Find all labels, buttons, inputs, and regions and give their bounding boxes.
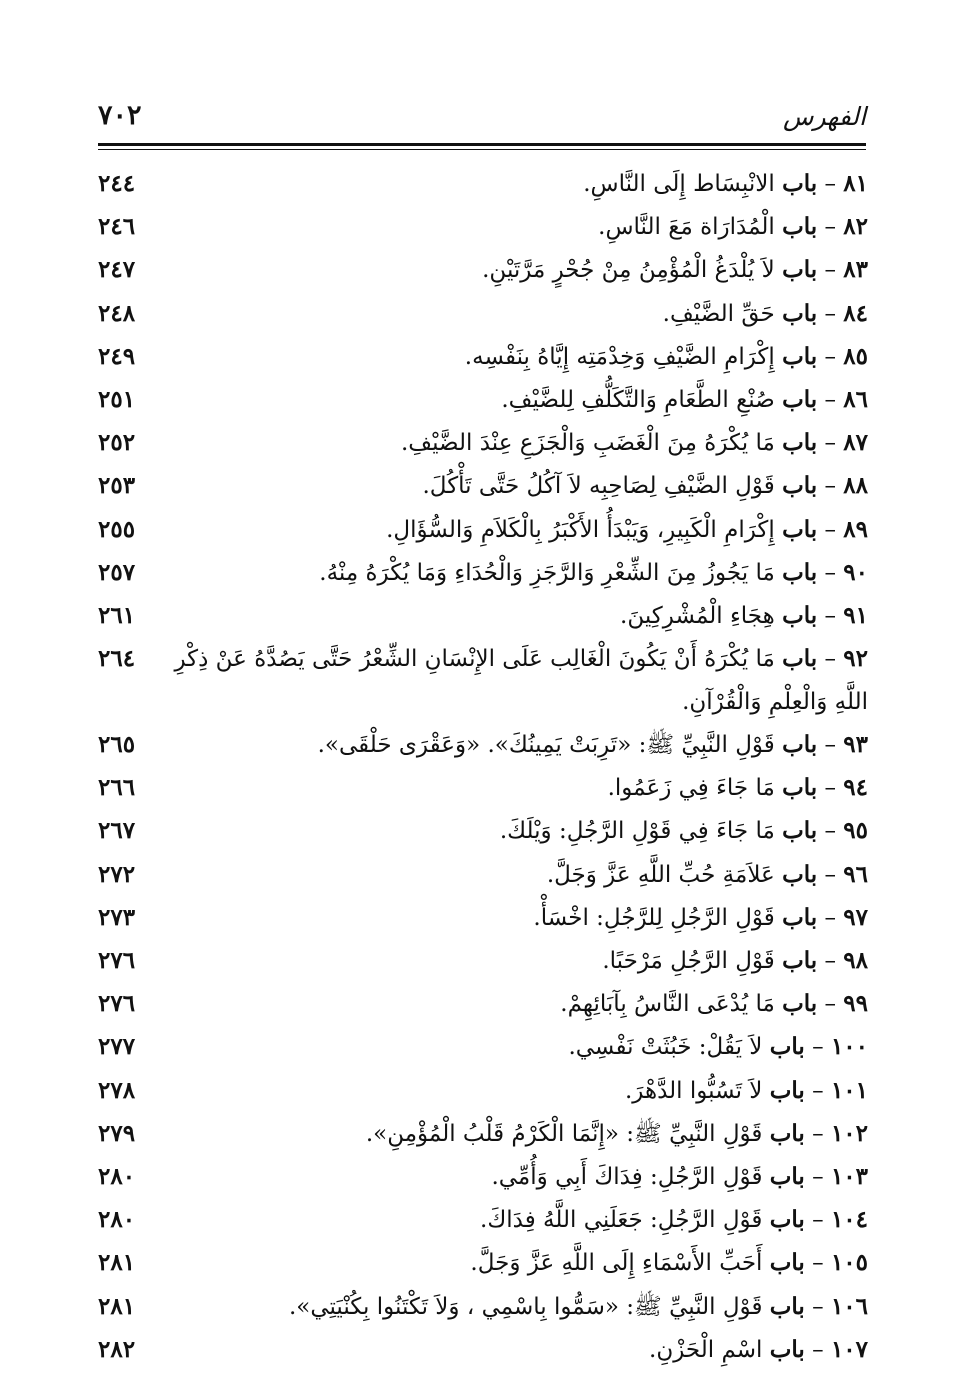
entry-title: قَوْلِ النَّبِيِّ ﷺ: «تَرِبَتْ يَمِينُكَ». «وَعَقْرَى حَلْقَى». — [317, 732, 775, 759]
entry-page-number: ٢٦١ — [98, 601, 136, 629]
entry-page-number: ٢٧٩ — [98, 1119, 136, 1147]
entry-dash: – — [817, 257, 844, 284]
index-entry — [98, 329, 868, 372]
entry-number: ١٠٥ — [830, 1249, 868, 1277]
entry-bab-label: باب — [782, 342, 818, 370]
entry-number: ٨١ — [843, 170, 868, 197]
entry-title: قَوْلِ النَّبِيِّ ﷺ: «سَمُّوا بِاسْمِي ، وَلاَ تَكْتَنُوا بِكُنْيَتِي». — [288, 1293, 763, 1320]
entry-dash: – — [817, 559, 844, 586]
entry-bab-label: باب — [769, 1162, 805, 1190]
entry-dash: – — [804, 1336, 831, 1363]
entry-title: مَا يُكْرَهُ أَنْ يَكُونَ الْغَالِب عَلَى الإِنْسَانِ الشِّعْرُ حَتَّى يَصُدَّهُ عَنْ ذِكْرِ اللَّهِ وَالْعِلْمِ وَالْقُرْآنِ. — [174, 646, 868, 716]
entry-number: ٨٧ — [843, 429, 868, 457]
entry-page-number: ٢٤٩ — [98, 342, 136, 370]
entry-bab-label: باب — [769, 1119, 805, 1147]
entry-title: لاَ تَسُبُّوا الدَّهْرَ. — [624, 1077, 763, 1104]
entry-dash: – — [817, 430, 844, 457]
entry-number: ٨٢ — [843, 213, 868, 241]
index-entry — [98, 976, 868, 1019]
entry-bab-label: باب — [782, 645, 818, 673]
entry-page-number: ٢٥٧ — [98, 558, 136, 586]
entry-title: اسْمِ الْحَزْنِ. — [649, 1336, 763, 1363]
entry-page-number: ٢٨٠ — [98, 1162, 136, 1190]
entry-page-number: ٢٥٣ — [98, 472, 136, 500]
entry-dash: – — [817, 991, 844, 1018]
entry-dash: – — [804, 1077, 831, 1104]
entry-number: ٩٧ — [843, 903, 868, 931]
entry-bab-label: باب — [782, 515, 818, 543]
entry-dash: – — [804, 1120, 831, 1147]
entry-title: إِكْرَامِ الضَّيْفِ وَخِدْمَتِه إِيَّاهُ بِنَفْسِه. — [464, 343, 775, 370]
index-entry — [98, 1322, 868, 1365]
index-entry — [98, 717, 868, 760]
index-entry — [98, 631, 868, 717]
entry-text — [163, 637, 868, 724]
index-entry — [98, 199, 868, 242]
entry-title: الانْبِسَاط إِلَى النَّاسِ. — [583, 171, 775, 197]
entry-page-number: ٢٥٢ — [98, 429, 136, 457]
entry-bab-label: باب — [782, 860, 818, 888]
entry-dash: – — [817, 214, 844, 241]
entry-bab-label: باب — [769, 1206, 805, 1234]
entry-title: قَوْلِ الرَّجُلِ: جَعَلَنِي اللَّهُ فِدَاكَ. — [480, 1207, 763, 1234]
entry-number: ٨٤ — [843, 299, 868, 327]
entry-number: ١٠٠ — [830, 1033, 868, 1061]
entry-number: ٩٤ — [843, 774, 868, 802]
entry-title: مَا يُكْرَهُ مِنَ الْغَضَبِ وَالْجَزَعِ عِنْدَ الضَّيْفِ. — [400, 430, 775, 457]
entry-page-number: ٢٧٦ — [98, 990, 136, 1018]
entry-number: ٩١ — [843, 601, 868, 629]
entry-title: قَوْلِ الرَّجُلِ مَرْحَبًا. — [602, 948, 775, 974]
index-entry — [98, 372, 868, 415]
entry-bab-label: باب — [782, 947, 818, 974]
index-entry — [98, 847, 868, 890]
entry-page-number: ٢٧٦ — [98, 947, 136, 974]
entry-number: ٩٥ — [843, 817, 868, 845]
entry-bab-label: باب — [782, 990, 818, 1018]
index-entry — [98, 242, 868, 285]
entry-number: ١٠١ — [830, 1076, 868, 1104]
entry-page-number: ٢٨١ — [98, 1292, 136, 1320]
entry-dash: – — [804, 1034, 831, 1061]
entry-dash: – — [804, 1293, 831, 1320]
index-entry — [98, 1192, 868, 1235]
entry-dash: – — [817, 602, 844, 629]
entry-page-number: ٢٦٦ — [98, 774, 136, 802]
entry-dash: – — [817, 646, 844, 673]
entry-title: مَا يُدْعَى النَّاسُ بِآبَائِهِمْ. — [560, 991, 775, 1018]
entry-page-number: ٢٤٨ — [98, 299, 136, 327]
entry-page-number: ٢٦٤ — [98, 645, 136, 673]
entry-number: ٨٣ — [843, 256, 868, 284]
entry-title: هِجَاءِ الْمُشْرِكِينَ. — [620, 602, 775, 629]
entry-number: ٨٨ — [843, 472, 868, 500]
entry-bab-label: باب — [782, 903, 818, 931]
entry-title: صُنْعِ الطَّعَامِ وَالتَّكَلُّفِ لِلضَّيْفِ. — [501, 386, 775, 413]
index-entry — [98, 1063, 868, 1106]
entry-title: حَقِّ الضَّيْفِ. — [662, 300, 775, 327]
entry-title: مَا جَاءَ فِي زَعَمُوا. — [607, 775, 775, 802]
index-entry — [98, 502, 868, 545]
entry-page-number: ٢٦٥ — [98, 731, 136, 759]
index-entry — [98, 588, 868, 631]
entry-bab-label: باب — [782, 385, 818, 413]
entry-title: قَوْلِ الرَّجُلِ لِلرَّجُلِ: اخْسَأْ. — [533, 904, 775, 931]
entry-dash: – — [804, 1163, 831, 1190]
index-entry — [98, 545, 868, 588]
index-entry — [98, 1279, 868, 1322]
entry-title: عَلاَمَةِ حُبِّ اللَّهِ عَزَّ وَجَلَّ. — [546, 861, 775, 888]
entry-text — [163, 1328, 868, 1372]
entry-page-number: ٢٤٤ — [98, 170, 136, 197]
entry-number: ٩٩ — [843, 990, 868, 1018]
index-entry — [98, 890, 868, 933]
entry-page-number: ٢٧٨ — [98, 1076, 136, 1104]
entry-page-number: ٢٧٧ — [98, 1033, 136, 1061]
entry-dash: – — [817, 473, 844, 500]
entry-bab-label: باب — [782, 256, 818, 284]
entry-number: ٩٢ — [843, 645, 868, 673]
entry-dash: – — [817, 343, 844, 370]
entry-dash: – — [817, 904, 844, 931]
entry-page-number: ٢٨١ — [98, 1249, 136, 1277]
header-rule-thin — [98, 149, 866, 150]
entry-title: مَا جَاءَ فِي قَوْلِ الرَّجُلِ: وَيْلَكَ. — [499, 818, 775, 845]
index-entry — [98, 1235, 868, 1278]
entry-dash: – — [817, 861, 844, 888]
entry-number: ١٠٤ — [830, 1206, 868, 1234]
index-list — [98, 156, 868, 1365]
entry-bab-label: باب — [782, 558, 818, 586]
entry-dash: – — [817, 775, 844, 802]
entry-page-number: ٢٧٢ — [98, 860, 136, 888]
index-entry — [98, 803, 868, 846]
entry-number: ٩٠ — [843, 558, 868, 586]
entry-page-number: ٢٦٧ — [98, 817, 136, 845]
entry-page-number: ٢٤٧ — [98, 256, 136, 284]
entry-dash: – — [817, 171, 844, 197]
entry-title: قَوْلِ الضَّيْفِ لِصَاحِبِه لاَ آكُلُ حَتَّى تَأْكُلَ. — [422, 473, 775, 500]
entry-dash: – — [817, 948, 844, 974]
entry-dash: – — [817, 732, 844, 759]
entry-number: ٩٦ — [843, 860, 868, 888]
page-number: ٧٠٢ — [98, 100, 142, 131]
index-entry — [98, 1106, 868, 1149]
entry-title: لاَ يُلْدَغُ الْمُؤْمِنُ مِنْ جُحْرٍ مَرَّتَيْنِ. — [482, 257, 775, 284]
entry-number: ٨٦ — [843, 385, 868, 413]
entry-page-number: ٢٥٥ — [98, 515, 136, 543]
index-entry — [98, 415, 868, 458]
entry-bab-label: باب — [782, 817, 818, 845]
entry-page-number: ٢٨٠ — [98, 1206, 136, 1234]
entry-bab-label: باب — [769, 1249, 805, 1277]
entry-bab-label: باب — [769, 1076, 805, 1104]
entry-dash: – — [804, 1207, 831, 1234]
entry-page-number: ٢٥١ — [98, 385, 136, 413]
entry-number: ١٠٣ — [830, 1162, 868, 1190]
entry-bab-label: باب — [782, 299, 818, 327]
running-title: الفهرس — [782, 102, 866, 131]
index-entry — [98, 933, 868, 976]
entry-bab-label: باب — [769, 1033, 805, 1061]
entry-number: ٩٨ — [843, 947, 868, 974]
entry-bab-label: باب — [782, 429, 818, 457]
index-entry — [98, 156, 868, 199]
entry-dash: – — [804, 1250, 831, 1277]
entry-number: ١٠٦ — [830, 1292, 868, 1320]
entry-bab-label: باب — [782, 472, 818, 500]
entry-title: إِكْرَامِ الْكَبِيرِ، وَيَبْدَأُ الأَكْبَرُ بِالْكَلاَمِ وَالسُّؤَالِ. — [386, 516, 775, 543]
entry-bab-label: باب — [782, 170, 818, 197]
entry-number: ٨٥ — [843, 342, 868, 370]
entry-bab-label: باب — [782, 731, 818, 759]
entry-bab-label: باب — [782, 601, 818, 629]
header-rule-thick — [98, 143, 866, 146]
entry-number: ٩٣ — [843, 731, 868, 759]
index-entry — [98, 286, 868, 329]
entry-number: ١٠٧ — [830, 1335, 868, 1363]
entry-title: أَحَبِّ الأَسْمَاءِ إِلَى اللَّهِ عَزَّ وَجَلَّ. — [470, 1250, 763, 1277]
entry-page-number: ٢٨٢ — [98, 1335, 136, 1363]
entry-number: ٨٩ — [843, 515, 868, 543]
entry-bab-label: باب — [769, 1292, 805, 1320]
entry-title: مَا يَجُوزُ مِنَ الشِّعْرِ وَالرَّجَزِ وَالْحُدَاءِ وَمَا يُكْرَهُ مِنْهُ. — [319, 559, 775, 586]
index-entry — [98, 1019, 868, 1062]
entry-bab-label: باب — [782, 774, 818, 802]
entry-number: ١٠٢ — [830, 1119, 868, 1147]
entry-bab-label: باب — [782, 213, 818, 241]
entry-title: الْمُدَارَاة مَعَ النَّاسِ. — [598, 214, 775, 241]
entry-page-number: ٢٤٦ — [98, 213, 136, 241]
index-entry — [98, 760, 868, 803]
entry-dash: – — [817, 300, 844, 327]
entry-title: قَوْلِ النَّبِيِّ ﷺ: «إِنَّمَا الْكَرْمُ قَلْبُ الْمُؤْمِنِ». — [365, 1120, 763, 1147]
entry-dash: – — [817, 516, 844, 543]
entry-dash: – — [817, 818, 844, 845]
entry-page-number: ٢٧٣ — [98, 903, 136, 931]
index-entry — [98, 458, 868, 501]
index-entry — [98, 1149, 868, 1192]
entry-dash: – — [817, 386, 844, 413]
entry-title: قَوْلِ الرَّجُلِ: فِدَاكَ أَبِي وَأُمِّي. — [491, 1163, 763, 1190]
page-header — [98, 100, 866, 140]
entry-title: لاَ يَقُلْ: خَبُثَتْ نَفْسِي. — [568, 1034, 763, 1061]
entry-bab-label: باب — [769, 1335, 805, 1363]
